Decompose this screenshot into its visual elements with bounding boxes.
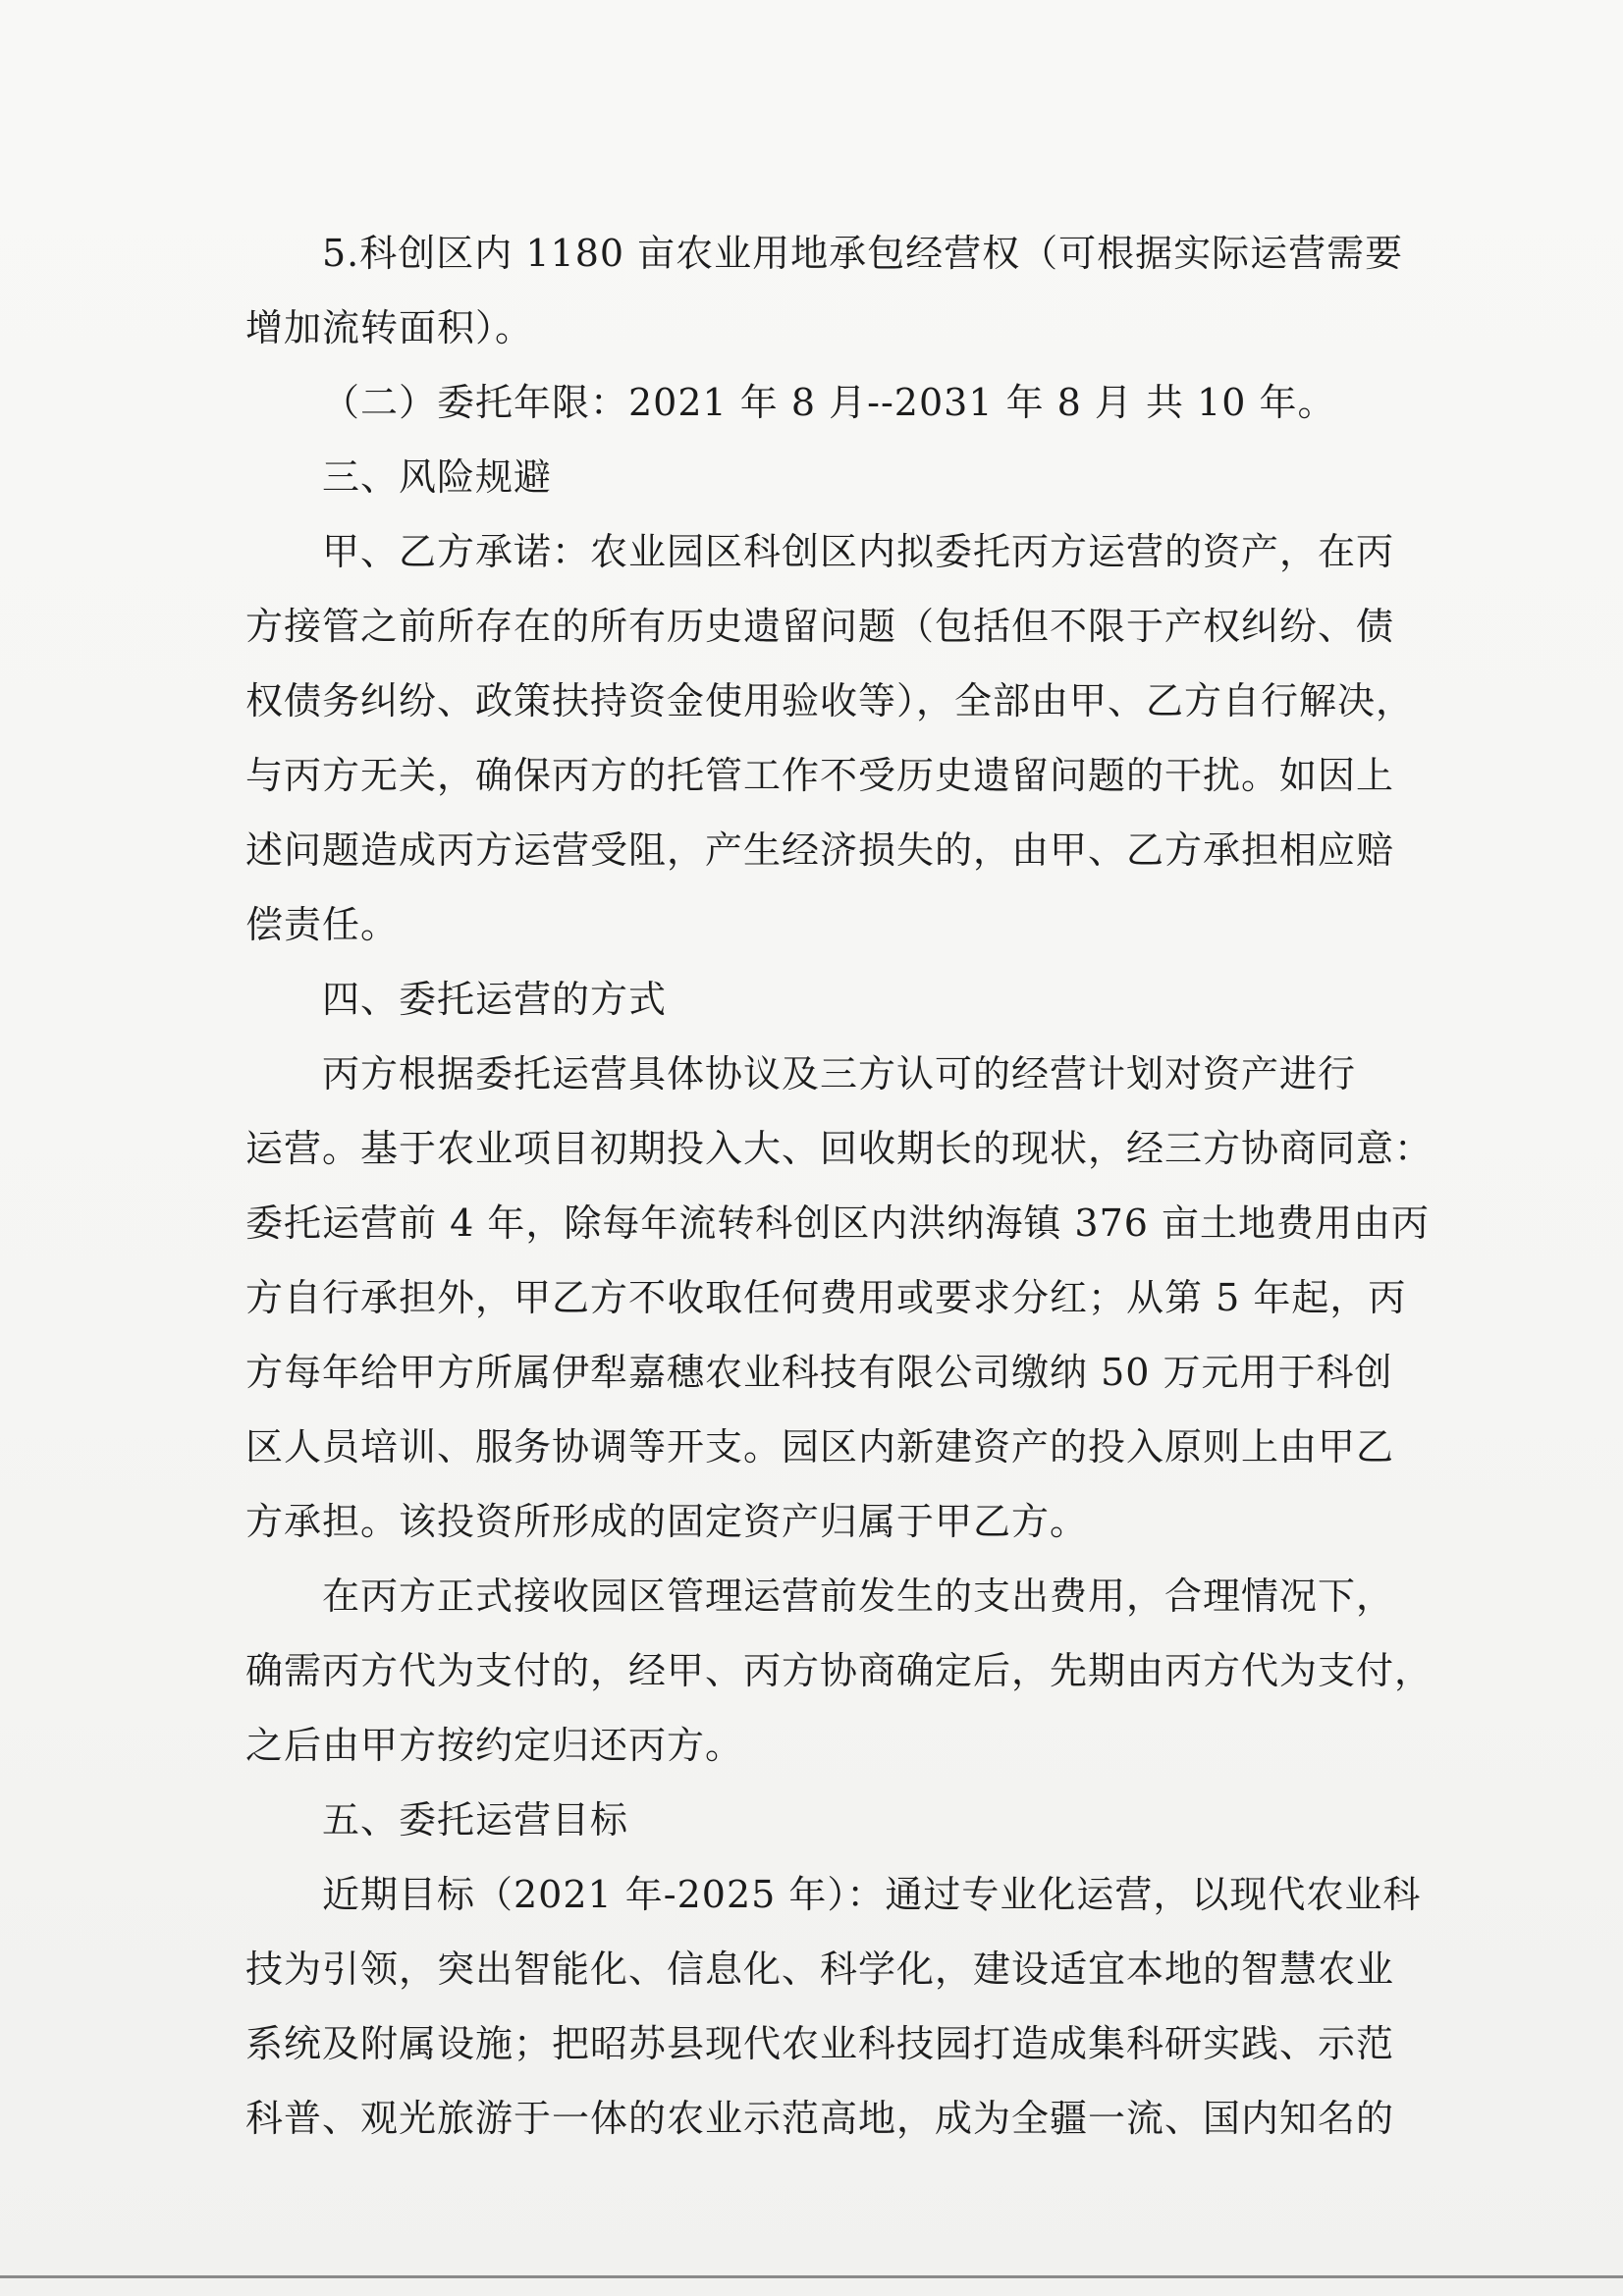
text-line: 增加流转面积）。 bbox=[245, 306, 534, 349]
text-line: 方每年给甲方所属伊犁嘉穗农业科技有限公司缴纳 50 万元用于科创 bbox=[245, 1351, 1393, 1394]
text-line: 权债务纠纷、政策扶持资金使用验收等），全部由甲、乙方自行解决， bbox=[245, 679, 1415, 722]
text-line: 甲、乙方承诺：农业园区科创区内拟委托丙方运营的资产，在丙 bbox=[322, 530, 1395, 573]
text-line: 系统及附属设施；把昭苏县现代农业科技园打造成集科研实践、示范 bbox=[245, 2022, 1395, 2065]
text-line: 科普、观光旅游于一体的农业示范高地，成为全疆一流、国内知名的 bbox=[245, 2097, 1395, 2140]
section-heading: （二）委托年限：2021 年 8 月--2031 年 8 月 共 10 年。 bbox=[322, 381, 1336, 424]
text-line: 区人员培训、服务协调等开支。园区内新建资产的投入原则上由甲乙 bbox=[245, 1425, 1395, 1468]
text-line: 运营。基于农业项目初期投入大、回收期长的现状，经三方协商同意： bbox=[245, 1127, 1434, 1170]
text-line: 丙方根据委托运营具体协议及三方认可的经营计划对资产进行 bbox=[322, 1052, 1357, 1095]
text-line: 方自行承担外，甲乙方不收取任何费用或要求分红；从第 5 年起，丙 bbox=[245, 1276, 1407, 1319]
text-line: 方接管之前所存在的所有历史遗留问题（包括但不限于产权纠纷、债 bbox=[245, 605, 1395, 648]
text-line: 偿责任。 bbox=[245, 903, 400, 946]
section-heading: 三、风险规避 bbox=[322, 455, 553, 499]
text-line: 在丙方正式接收园区管理运营前发生的支出费用，合理情况下， bbox=[322, 1575, 1395, 1618]
text-line: 确需丙方代为支付的，经甲、丙方协商确定后，先期由丙方代为支付， bbox=[245, 1649, 1434, 1692]
text-line: 近期目标（2021 年-2025 年）：通过专业化运营，以现代农业科 bbox=[322, 1873, 1422, 1916]
page-edge-line bbox=[0, 2275, 1623, 2278]
text-line: 之后由甲方按约定归还丙方。 bbox=[245, 1724, 744, 1767]
text-line: 与丙方无关，确保丙方的托管工作不受历史遗留问题的干扰。如因上 bbox=[245, 754, 1395, 797]
text-line: 述问题造成丙方运营受阻，产生经济损失的，由甲、乙方承担相应赔 bbox=[245, 828, 1395, 872]
text-line: 5.科创区内 1180 亩农业用地承包经营权（可根据实际运营需要 bbox=[322, 232, 1404, 275]
text-line: 委托运营前 4 年，除每年流转科创区内洪纳海镇 376 亩土地费用由丙 bbox=[245, 1201, 1431, 1245]
section-heading: 五、委托运营目标 bbox=[322, 1798, 629, 1842]
text-line: 方承担。该投资所形成的固定资产归属于甲乙方。 bbox=[245, 1500, 1089, 1543]
section-heading: 四、委托运营的方式 bbox=[322, 978, 668, 1021]
document-body bbox=[245, 228, 1434, 2167]
text-line: 技为引领，突出智能化、信息化、科学化，建设适宜本地的智慧农业 bbox=[245, 1948, 1395, 1991]
